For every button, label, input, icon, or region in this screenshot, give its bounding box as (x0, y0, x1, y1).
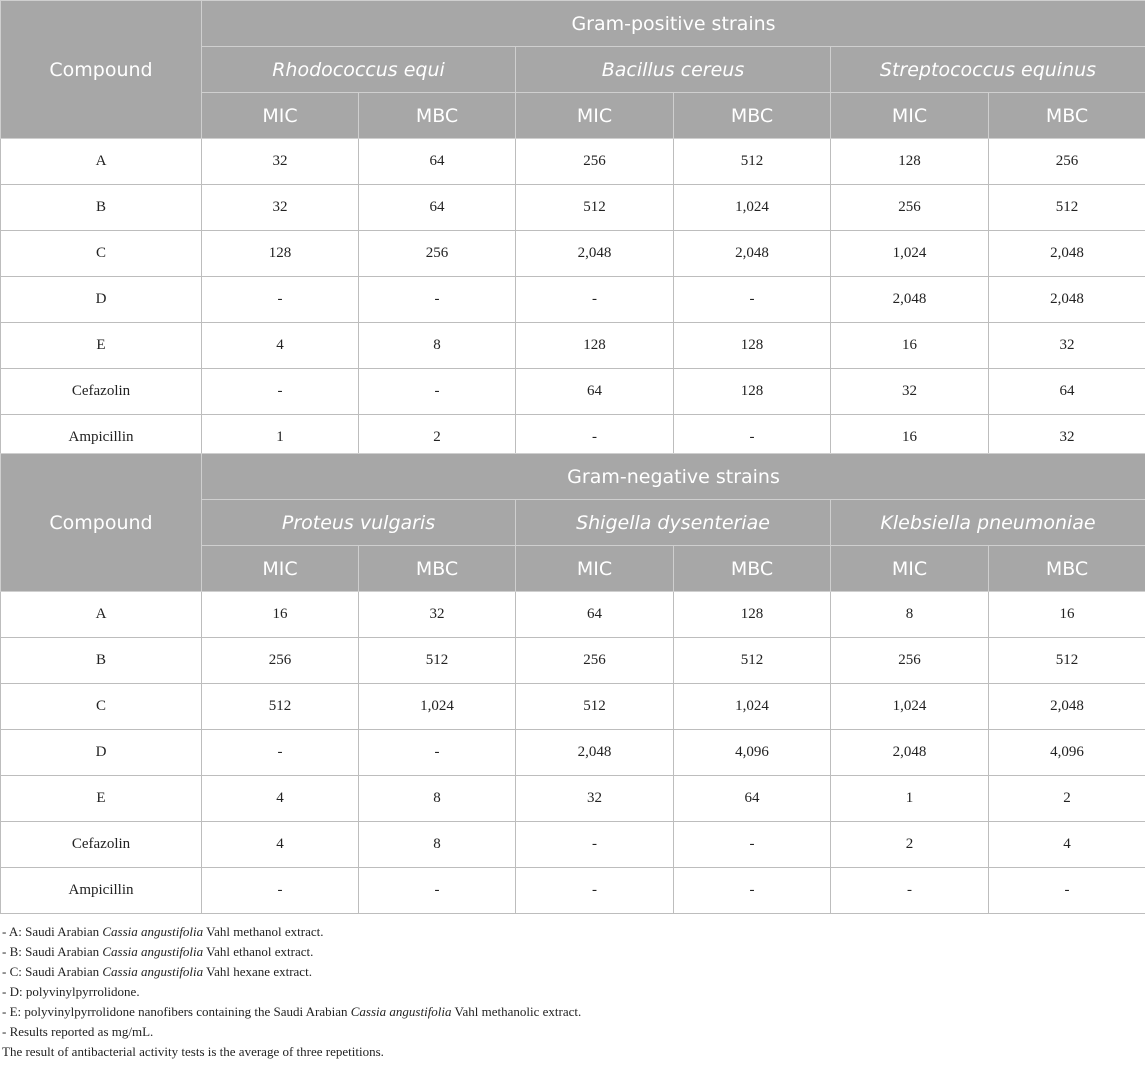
mbc-value-cell: - (674, 822, 831, 868)
compound-cell: Ampicillin (1, 868, 202, 914)
mic-value-cell: - (516, 822, 674, 868)
mbc-value-cell: - (674, 868, 831, 914)
mbc-value-cell: - (359, 277, 516, 323)
mic-value-cell: 32 (516, 776, 674, 822)
mbc-value-cell: 64 (989, 369, 1145, 415)
mbc-value-cell: 512 (359, 638, 516, 684)
mic-value-cell: 16 (202, 592, 359, 638)
table-row (1, 139, 1145, 185)
compound-cell: A (1, 139, 202, 185)
mbc-value-cell: 256 (989, 139, 1145, 185)
mbc-value-cell: 8 (359, 822, 516, 868)
mic-value-cell: 16 (831, 323, 989, 369)
mic-value-cell: 8 (831, 592, 989, 638)
table-row (1, 592, 1145, 638)
mbc-value-cell: - (359, 369, 516, 415)
mic-header: MIC (516, 93, 674, 139)
compound-header: Compound (1, 454, 202, 592)
footnote-species-name: Cassia angustifolia (102, 924, 204, 939)
mbc-header: MBC (359, 93, 516, 139)
mic-header: MIC (831, 93, 989, 139)
mbc-value-cell: 32 (989, 323, 1145, 369)
table-row (1, 684, 1145, 730)
mbc-value-cell: 2,048 (989, 277, 1145, 323)
mic-value-cell: 2,048 (831, 730, 989, 776)
footnote-species-name: Cassia angustifolia (102, 944, 204, 959)
mic-value-cell: 4 (202, 822, 359, 868)
mbc-value-cell: 4 (989, 822, 1145, 868)
mbc-value-cell: 32 (989, 415, 1145, 461)
mbc-value-cell: 4,096 (989, 730, 1145, 776)
strain-header: Proteus vulgaris (202, 500, 516, 546)
mbc-header: MBC (989, 93, 1145, 139)
compound-cell: C (1, 684, 202, 730)
mic-value-cell: 256 (516, 139, 674, 185)
mic-value-cell: 256 (831, 185, 989, 231)
mic-value-cell: 256 (516, 638, 674, 684)
compound-cell: A (1, 592, 202, 638)
mic-header: MIC (202, 546, 359, 592)
mic-value-cell: - (831, 868, 989, 914)
footnote-text: Vahl methanol extract. (203, 924, 324, 939)
mic-value-cell: 512 (516, 185, 674, 231)
mbc-header: MBC (674, 546, 831, 592)
mbc-header: MBC (989, 546, 1145, 592)
mic-value-cell: 32 (202, 185, 359, 231)
mbc-value-cell: 512 (989, 185, 1145, 231)
footnote-species-name: Cassia angustifolia (102, 964, 204, 979)
footnote-text: The result of antibacterial activity tests is the average of three repetitions. (2, 1044, 384, 1059)
table-row (1, 776, 1145, 822)
footnote-text: Vahl hexane extract. (203, 964, 312, 979)
footnote-text: - A: Saudi Arabian (2, 924, 103, 939)
table-row (1, 822, 1145, 868)
mic-value-cell: 128 (831, 139, 989, 185)
mbc-header: MBC (674, 93, 831, 139)
gram-negative-table (0, 453, 1145, 914)
strain-header: Bacillus cereus (516, 47, 831, 93)
strain-header: Klebsiella pneumoniae (831, 500, 1145, 546)
mbc-value-cell: 2 (989, 776, 1145, 822)
mbc-value-cell: 1,024 (674, 185, 831, 231)
group-header: Gram-positive strains (202, 1, 1145, 47)
compound-cell: Ampicillin (1, 415, 202, 461)
footnote-text: Vahl ethanol extract. (203, 944, 314, 959)
mic-value-cell: 2,048 (831, 277, 989, 323)
footnote-line (2, 1022, 1142, 1042)
mic-value-cell: 512 (516, 684, 674, 730)
strain-header: Streptococcus equinus (831, 47, 1145, 93)
mic-value-cell: - (202, 868, 359, 914)
mbc-value-cell: - (674, 277, 831, 323)
mic-value-cell: 2,048 (516, 730, 674, 776)
mbc-header: MBC (359, 546, 516, 592)
mic-value-cell: 256 (831, 638, 989, 684)
mbc-value-cell: - (989, 868, 1145, 914)
footnote-line (2, 1002, 1142, 1022)
footnote-text: Vahl methanolic extract. (451, 1004, 582, 1019)
mic-header: MIC (831, 546, 989, 592)
table-row (1, 323, 1145, 369)
mic-value-cell: 64 (516, 369, 674, 415)
mbc-value-cell: - (674, 415, 831, 461)
mic-value-cell: - (202, 730, 359, 776)
mic-value-cell: 32 (202, 139, 359, 185)
mbc-value-cell: 2 (359, 415, 516, 461)
mbc-value-cell: 2,048 (989, 684, 1145, 730)
mic-value-cell: 1 (831, 776, 989, 822)
mic-value-cell: - (516, 868, 674, 914)
mic-value-cell: 512 (202, 684, 359, 730)
mic-value-cell: 64 (516, 592, 674, 638)
table-row (1, 277, 1145, 323)
mic-value-cell: 4 (202, 776, 359, 822)
footnote-text: - D: polyvinylpyrrolidone. (2, 984, 140, 999)
table-row (1, 231, 1145, 277)
mbc-value-cell: 8 (359, 776, 516, 822)
mic-header: MIC (202, 93, 359, 139)
mbc-value-cell: 512 (674, 139, 831, 185)
footnote-species-name: Cassia angustifolia (350, 1004, 452, 1019)
mic-value-cell: 16 (831, 415, 989, 461)
mbc-value-cell: 1,024 (674, 684, 831, 730)
footnote-line (2, 1042, 1142, 1062)
mic-value-cell: 1,024 (831, 684, 989, 730)
mic-value-cell: - (202, 277, 359, 323)
footnote-text: - E: polyvinylpyrrolidone nanofibers containing the Saudi Arabian (2, 1004, 351, 1019)
footnote-text: - B: Saudi Arabian (2, 944, 103, 959)
table-row (1, 185, 1145, 231)
compound-cell: E (1, 776, 202, 822)
mic-value-cell: 1,024 (831, 231, 989, 277)
mbc-value-cell: 128 (674, 369, 831, 415)
compound-cell: Cefazolin (1, 369, 202, 415)
mic-value-cell: 32 (831, 369, 989, 415)
mbc-value-cell: 64 (359, 139, 516, 185)
table-row (1, 868, 1145, 914)
mic-value-cell: 2,048 (516, 231, 674, 277)
mbc-value-cell: 1,024 (359, 684, 516, 730)
strain-header: Rhodococcus equi (202, 47, 516, 93)
mic-value-cell: 128 (202, 231, 359, 277)
mbc-value-cell: 2,048 (674, 231, 831, 277)
table-row (1, 369, 1145, 415)
mic-value-cell: 128 (516, 323, 674, 369)
mbc-value-cell: - (359, 868, 516, 914)
mic-header: MIC (516, 546, 674, 592)
compound-cell: D (1, 277, 202, 323)
compound-cell: B (1, 638, 202, 684)
compound-cell: C (1, 231, 202, 277)
mbc-value-cell: 256 (359, 231, 516, 277)
compound-cell: Cefazolin (1, 822, 202, 868)
mbc-value-cell: 8 (359, 323, 516, 369)
compound-cell: B (1, 185, 202, 231)
mbc-value-cell: 16 (989, 592, 1145, 638)
compound-cell: D (1, 730, 202, 776)
table-row (1, 730, 1145, 776)
mbc-value-cell: 32 (359, 592, 516, 638)
mbc-value-cell: - (359, 730, 516, 776)
mic-value-cell: - (516, 415, 674, 461)
mic-value-cell: - (516, 277, 674, 323)
mbc-value-cell: 64 (359, 185, 516, 231)
mbc-value-cell: 2,048 (989, 231, 1145, 277)
table-body (1, 592, 1145, 914)
mbc-value-cell: 512 (989, 638, 1145, 684)
strain-header: Shigella dysenteriae (516, 500, 831, 546)
table-row (1, 638, 1145, 684)
footnote-text: - C: Saudi Arabian (2, 964, 103, 979)
table-body (1, 139, 1145, 461)
mic-value-cell: - (202, 369, 359, 415)
group-header: Gram-negative strains (202, 454, 1145, 500)
mic-value-cell: 2 (831, 822, 989, 868)
mbc-value-cell: 512 (674, 638, 831, 684)
footnote-line (2, 982, 1142, 1002)
footnote-line (2, 942, 1142, 962)
mic-value-cell: 4 (202, 323, 359, 369)
mic-value-cell: 1 (202, 415, 359, 461)
mbc-value-cell: 4,096 (674, 730, 831, 776)
footnote-line (2, 962, 1142, 982)
gram-positive-table (0, 0, 1145, 461)
compound-header: Compound (1, 1, 202, 139)
table-footnotes (2, 922, 1142, 1062)
footnote-text: - Results reported as mg/mL. (2, 1024, 154, 1039)
mic-value-cell: 256 (202, 638, 359, 684)
compound-cell: E (1, 323, 202, 369)
mbc-value-cell: 128 (674, 592, 831, 638)
mbc-value-cell: 64 (674, 776, 831, 822)
footnote-line (2, 922, 1142, 942)
mbc-value-cell: 128 (674, 323, 831, 369)
